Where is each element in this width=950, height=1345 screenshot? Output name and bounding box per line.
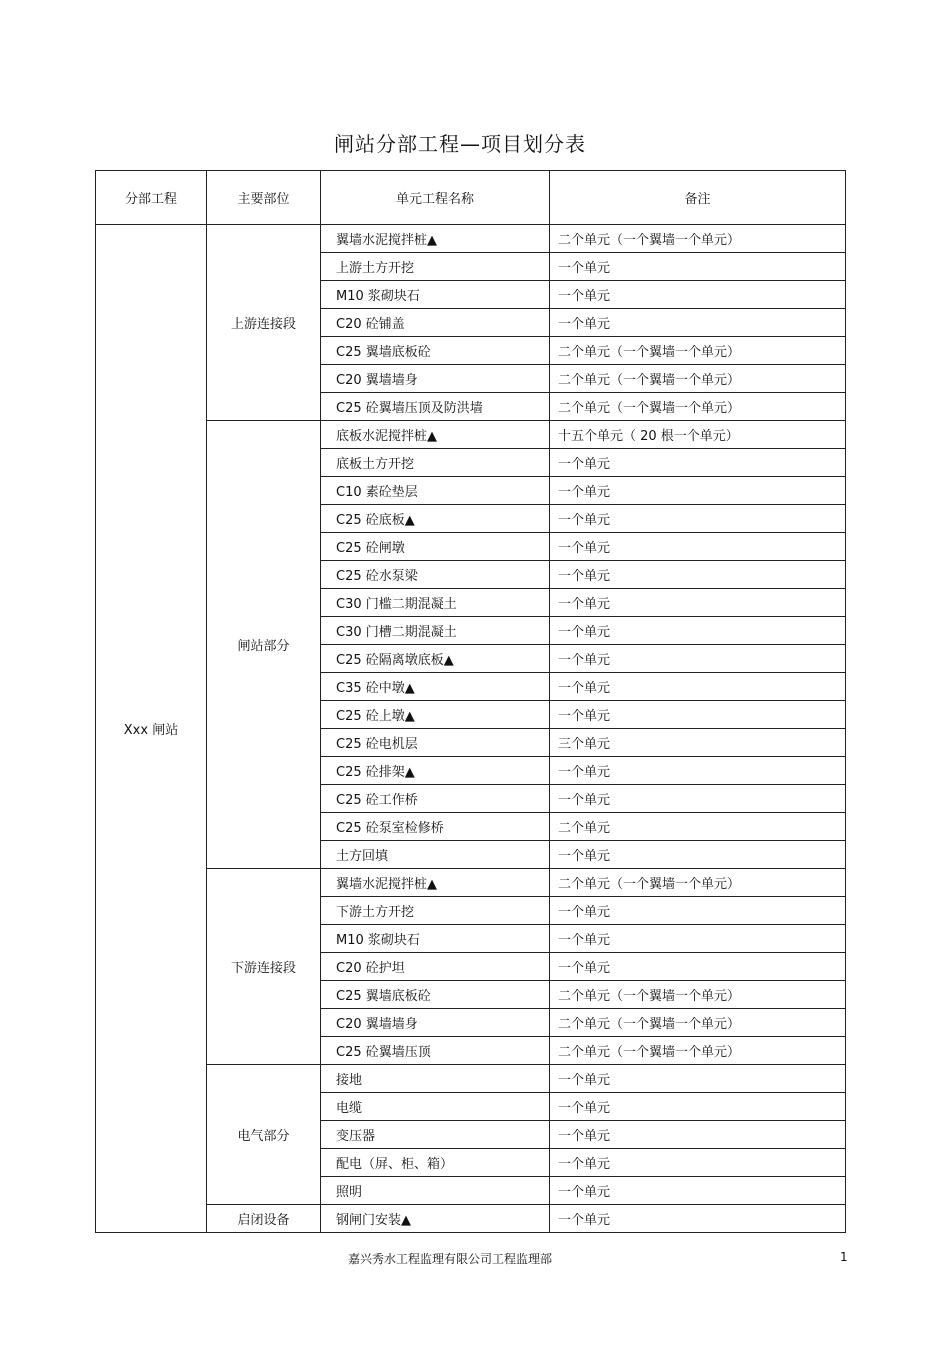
note-cell: 一个单元 — [550, 645, 846, 673]
unit-name-cell: 土方回填 — [321, 841, 550, 869]
unit-name-cell: 翼墙水泥搅拌桩▲ — [321, 869, 550, 897]
unit-name-cell: C25 砼电机层 — [321, 729, 550, 757]
note-cell: 二个单元 — [550, 813, 846, 841]
unit-name-cell: M10 浆砌块石 — [321, 925, 550, 953]
unit-name-cell: 上游土方开挖 — [321, 253, 550, 281]
note-cell: 二个单元（一个翼墙一个单元） — [550, 869, 846, 897]
unit-name-cell: C25 砼上墩▲ — [321, 701, 550, 729]
unit-name-cell: C30 门槽二期混凝土 — [321, 617, 550, 645]
note-cell: 一个单元 — [550, 841, 846, 869]
note-cell: 二个单元（一个翼墙一个单元） — [550, 365, 846, 393]
note-cell: 一个单元 — [550, 673, 846, 701]
unit-name-cell: 电缆 — [321, 1093, 550, 1121]
note-cell: 一个单元 — [550, 1065, 846, 1093]
table-row — [96, 1065, 846, 1093]
note-cell: 一个单元 — [550, 757, 846, 785]
note-cell: 一个单元 — [550, 561, 846, 589]
part-cell: 启闭设备 — [207, 1205, 321, 1233]
unit-name-cell: C25 翼墙底板砼 — [321, 337, 550, 365]
note-cell: 一个单元 — [550, 253, 846, 281]
note-cell: 一个单元 — [550, 617, 846, 645]
table-row — [96, 225, 846, 253]
note-cell: 一个单元 — [550, 701, 846, 729]
unit-name-cell: C25 砼排架▲ — [321, 757, 550, 785]
table-body — [96, 225, 846, 1233]
note-cell: 二个单元（一个翼墙一个单元） — [550, 1037, 846, 1065]
note-cell: 一个单元 — [550, 1205, 846, 1233]
unit-name-cell: C20 翼墙墙身 — [321, 1009, 550, 1037]
note-cell: 一个单元 — [550, 1093, 846, 1121]
division-cell: Xxx 闸站 — [96, 225, 207, 1233]
note-cell: 二个单元（一个翼墙一个单元） — [550, 393, 846, 421]
part-cell: 上游连接段 — [207, 225, 321, 421]
note-cell: 一个单元 — [550, 533, 846, 561]
table-row — [96, 421, 846, 449]
unit-name-cell: C25 翼墙底板砼 — [321, 981, 550, 1009]
note-cell: 一个单元 — [550, 309, 846, 337]
unit-name-cell: M10 浆砌块石 — [321, 281, 550, 309]
unit-name-cell: C20 翼墙墙身 — [321, 365, 550, 393]
note-cell: 一个单元 — [550, 1149, 846, 1177]
note-cell: 一个单元 — [550, 1121, 846, 1149]
unit-name-cell: C25 砼翼墙压顶及防洪墙 — [321, 393, 550, 421]
note-cell: 一个单元 — [550, 477, 846, 505]
note-cell: 一个单元 — [550, 953, 846, 981]
unit-name-cell: C25 砼底板▲ — [321, 505, 550, 533]
page-title: 闸站分部工程—项目划分表 — [334, 132, 586, 156]
note-cell: 一个单元 — [550, 785, 846, 813]
unit-name-cell: C20 砼护坦 — [321, 953, 550, 981]
note-cell: 一个单元 — [550, 897, 846, 925]
unit-name-cell: C10 素砼垫层 — [321, 477, 550, 505]
header-division: 分部工程 — [96, 171, 207, 225]
note-cell: 二个单元（一个翼墙一个单元） — [550, 225, 846, 253]
unit-name-cell: C35 砼中墩▲ — [321, 673, 550, 701]
unit-name-cell: C20 砼铺盖 — [321, 309, 550, 337]
footer-company: 嘉兴秀水工程监理有限公司工程监理部 — [347, 1252, 552, 1266]
unit-name-cell: C25 砼翼墙压顶 — [321, 1037, 550, 1065]
note-cell: 二个单元（一个翼墙一个单元） — [550, 337, 846, 365]
unit-name-cell: C25 砼闸墩 — [321, 533, 550, 561]
unit-name-cell: C30 门槛二期混凝土 — [321, 589, 550, 617]
table-row — [96, 1205, 846, 1233]
note-cell: 二个单元（一个翼墙一个单元） — [550, 981, 846, 1009]
header-note: 备注 — [550, 171, 846, 225]
note-cell: 二个单元（一个翼墙一个单元） — [550, 1009, 846, 1037]
note-cell: 一个单元 — [550, 505, 846, 533]
note-cell: 一个单元 — [550, 589, 846, 617]
note-cell: 一个单元 — [550, 449, 846, 477]
unit-name-cell: C25 砼泵室检修桥 — [321, 813, 550, 841]
note-cell: 三个单元 — [550, 729, 846, 757]
table-row — [96, 869, 846, 897]
note-cell: 一个单元 — [550, 925, 846, 953]
division-table — [95, 170, 846, 1233]
table-header-row — [96, 171, 846, 225]
part-cell: 闸站部分 — [207, 421, 321, 869]
unit-name-cell: 钢闸门安装▲ — [321, 1205, 550, 1233]
unit-name-cell: 变压器 — [321, 1121, 550, 1149]
unit-name-cell: C25 砼隔离墩底板▲ — [321, 645, 550, 673]
part-cell: 下游连接段 — [207, 869, 321, 1065]
page-number: 1 — [840, 1250, 848, 1264]
header-unit-name: 单元工程名称 — [321, 171, 550, 225]
unit-name-cell: C25 砼水泵梁 — [321, 561, 550, 589]
unit-name-cell: 底板水泥搅拌桩▲ — [321, 421, 550, 449]
part-cell: 电气部分 — [207, 1065, 321, 1205]
unit-name-cell: C25 砼工作桥 — [321, 785, 550, 813]
unit-name-cell: 底板土方开挖 — [321, 449, 550, 477]
unit-name-cell: 配电（屏、柜、箱） — [321, 1149, 550, 1177]
header-part: 主要部位 — [207, 171, 321, 225]
unit-name-cell: 翼墙水泥搅拌桩▲ — [321, 225, 550, 253]
note-cell: 十五个单元（ 20 根一个单元） — [550, 421, 846, 449]
unit-name-cell: 接地 — [321, 1065, 550, 1093]
unit-name-cell: 照明 — [321, 1177, 550, 1205]
unit-name-cell: 下游土方开挖 — [321, 897, 550, 925]
note-cell: 一个单元 — [550, 281, 846, 309]
note-cell: 一个单元 — [550, 1177, 846, 1205]
